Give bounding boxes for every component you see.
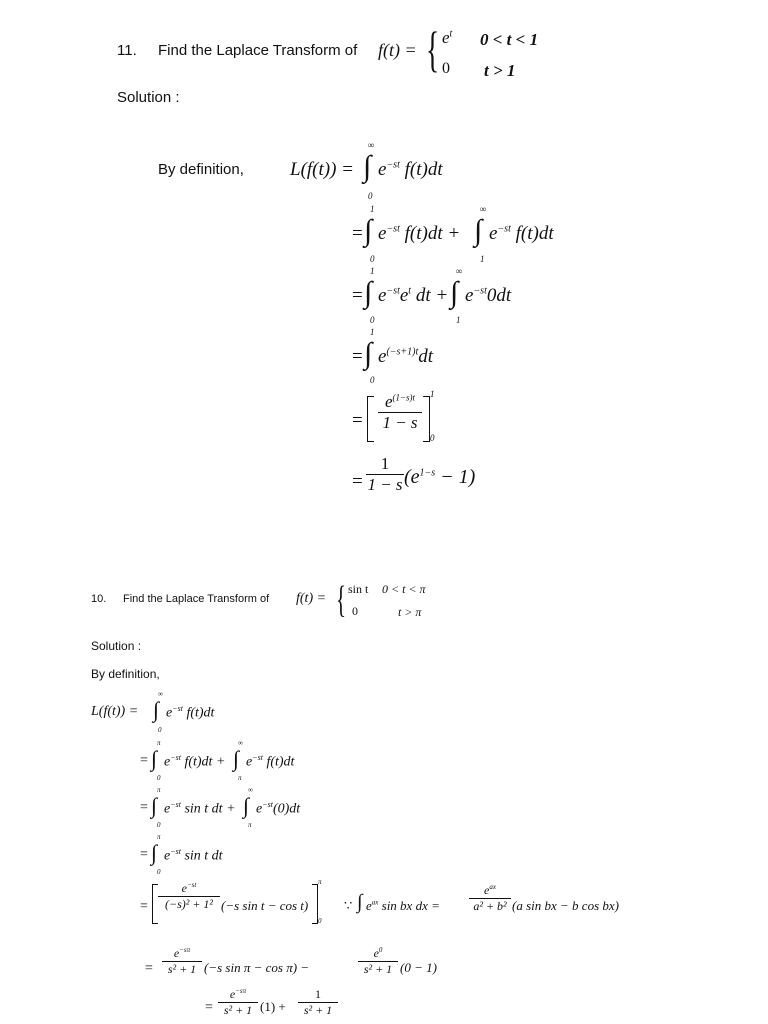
problem-number: 10.	[91, 593, 107, 605]
fraction	[162, 946, 202, 977]
equals-sign: =	[145, 961, 153, 976]
integrand-part-2: $e^{-st}$ f(t)dt	[246, 753, 295, 770]
integrand-part-1: $e^{-st}$ sin t dt +	[164, 800, 236, 817]
numerator: 1	[380, 454, 390, 473]
lower-limit: 0	[370, 375, 375, 385]
integral-sign: ∫	[243, 793, 250, 818]
denominator: (−s)² + 1²	[158, 896, 220, 912]
integral-sign: ∫	[363, 150, 372, 183]
function-lhs: f(t) =	[378, 40, 417, 60]
upper-limit: ∞	[248, 786, 253, 794]
denominator: a² + b²	[469, 898, 511, 914]
case-1-condition: 0 < t < 1	[480, 30, 539, 49]
case-2-condition: t > π	[398, 605, 422, 619]
lower-limit: 1	[456, 315, 461, 325]
solution-label: Solution :	[91, 639, 142, 653]
integrand: $e^{-st}$ f(t)dt	[378, 159, 443, 180]
case-1-condition: 0 < t < π	[382, 582, 426, 596]
denominator: 1 − s	[378, 412, 422, 433]
expression-tail: $(e^{1-s} - 1)$	[404, 466, 476, 488]
right-bracket	[423, 396, 430, 442]
equals-sign: =	[352, 223, 363, 244]
problem-number: 11.	[117, 42, 137, 59]
upper-limit: π	[157, 833, 161, 841]
upper-limit: ∞	[456, 266, 463, 276]
upper-limit: ∞	[238, 739, 243, 747]
definition-label: By definition,	[91, 667, 160, 681]
integrand: $e^{-st}$ sin t dt	[164, 847, 223, 864]
numerator: $e^{(1-s)t}$	[384, 392, 416, 411]
equals-sign: =	[140, 899, 148, 914]
integral-sign: ∫	[364, 276, 373, 309]
integrand: $e^{-st}$ f(t)dt	[166, 704, 215, 721]
piecewise-brace: {	[426, 21, 440, 77]
denominator: s² + 1	[218, 1002, 258, 1018]
case-1-expression: $e^t$	[442, 28, 453, 47]
lower-limit: 0	[157, 821, 161, 829]
numerator: $e^{ax}$	[484, 883, 496, 897]
integral-sign: ∫	[364, 214, 373, 247]
fraction	[358, 946, 398, 977]
expression-middle: (−s sin π − cos π) −	[204, 960, 310, 975]
laplace-lhs: L(f(t)) =	[91, 704, 139, 719]
numerator: 1	[315, 987, 321, 1001]
upper-limit: π	[157, 786, 161, 794]
lower-limit: 0	[157, 868, 161, 876]
lower-limit: 0	[370, 254, 375, 264]
integral-sign: ∫	[450, 276, 459, 309]
expression-tail: (0 − 1)	[400, 960, 437, 975]
equals-sign: =	[140, 800, 148, 815]
upper-limit: ∞	[158, 690, 163, 698]
upper-limit: π	[318, 878, 322, 886]
integral-sign: ∫	[364, 337, 373, 370]
lower-limit: 0	[158, 726, 162, 734]
expression-middle: (1) +	[260, 999, 286, 1014]
upper-limit: 1	[370, 204, 375, 214]
integral-sign: ∫	[153, 697, 160, 722]
equals-sign: =	[352, 471, 363, 492]
lower-limit: 0	[157, 774, 161, 782]
fraction	[378, 392, 422, 433]
upper-limit: 1	[370, 327, 375, 337]
numerator: $e^{-st}$	[181, 881, 197, 895]
integrand: $e^{(-s+1)t}dt$	[378, 346, 434, 367]
equals-sign: =	[352, 410, 363, 431]
integrand-part-1: $e^{-st}$ f(t)dt +	[378, 223, 461, 244]
definition-label: By definition,	[158, 161, 244, 178]
equals-sign: =	[140, 753, 148, 768]
expression-tail: (−s sin t − cos t)	[221, 898, 309, 913]
integral-sign: ∫	[233, 746, 240, 771]
upper-limit: ∞	[480, 204, 487, 214]
fraction	[158, 881, 220, 912]
upper-limit: 1	[430, 389, 435, 399]
case-2-expression: 0	[442, 60, 450, 77]
integrand-part-2: $e^{-st}(0)dt$	[256, 800, 301, 817]
upper-limit: 1	[370, 266, 375, 276]
equals-sign: =	[205, 1000, 213, 1015]
integrand-part-2: $e^{-st}$ f(t)dt	[489, 223, 554, 244]
integrand-part-1: $e^{-st}$ f(t)dt +	[164, 753, 226, 770]
integral-sign: ∫	[151, 793, 158, 818]
upper-limit: π	[157, 739, 161, 747]
fraction	[218, 987, 258, 1018]
fraction	[366, 454, 404, 495]
equals-sign: =	[352, 285, 363, 306]
formula-integrand: $e^{ax}$ sin bx dx =	[366, 898, 440, 913]
integral-sign: ∫	[357, 891, 363, 913]
problem-title: Find the Laplace Transform of	[123, 593, 270, 605]
denominator: s² + 1	[358, 961, 398, 977]
lower-limit: 1	[480, 254, 485, 264]
denominator: 1 − s	[367, 475, 403, 494]
lower-limit: π	[248, 821, 252, 829]
integrand-part-2: $e^{-st}0dt$	[465, 285, 512, 306]
upper-limit: ∞	[368, 140, 375, 150]
lower-limit: 0	[368, 191, 373, 201]
denominator: s² + 1	[298, 1002, 338, 1018]
because-symbol: ∵	[344, 898, 353, 913]
lower-limit: 0	[318, 917, 322, 925]
lower-limit: π	[238, 774, 242, 782]
lower-limit: 0	[430, 433, 435, 443]
formula-fraction	[469, 883, 511, 914]
piecewise-brace: {	[336, 579, 347, 621]
integral-sign: ∫	[151, 840, 158, 865]
integral-sign: ∫	[151, 746, 158, 771]
case-1-expression: sin t	[348, 582, 369, 596]
numerator: $e^0$	[373, 946, 383, 960]
equals-sign: =	[352, 346, 363, 367]
left-bracket	[367, 396, 374, 442]
integrand-part-1: $e^{-st}e^t$ dt +	[378, 285, 449, 306]
case-2-condition: t > 1	[484, 61, 516, 80]
case-2-expression: 0	[352, 604, 358, 618]
solution-label: Solution :	[117, 89, 180, 106]
integral-sign: ∫	[474, 214, 483, 247]
equals-sign: =	[140, 847, 148, 862]
numerator: $e^{-s\pi}$	[229, 987, 247, 1001]
problem-title: Find the Laplace Transform of	[158, 42, 358, 59]
laplace-lhs: L(f(t)) =	[290, 159, 355, 180]
numerator: $e^{-s\pi}$	[173, 946, 191, 960]
denominator: s² + 1	[162, 961, 202, 977]
function-lhs: f(t) =	[296, 591, 327, 606]
fraction	[298, 987, 338, 1018]
lower-limit: 0	[370, 315, 375, 325]
formula-tail: (a sin bx − b cos bx)	[512, 898, 619, 913]
